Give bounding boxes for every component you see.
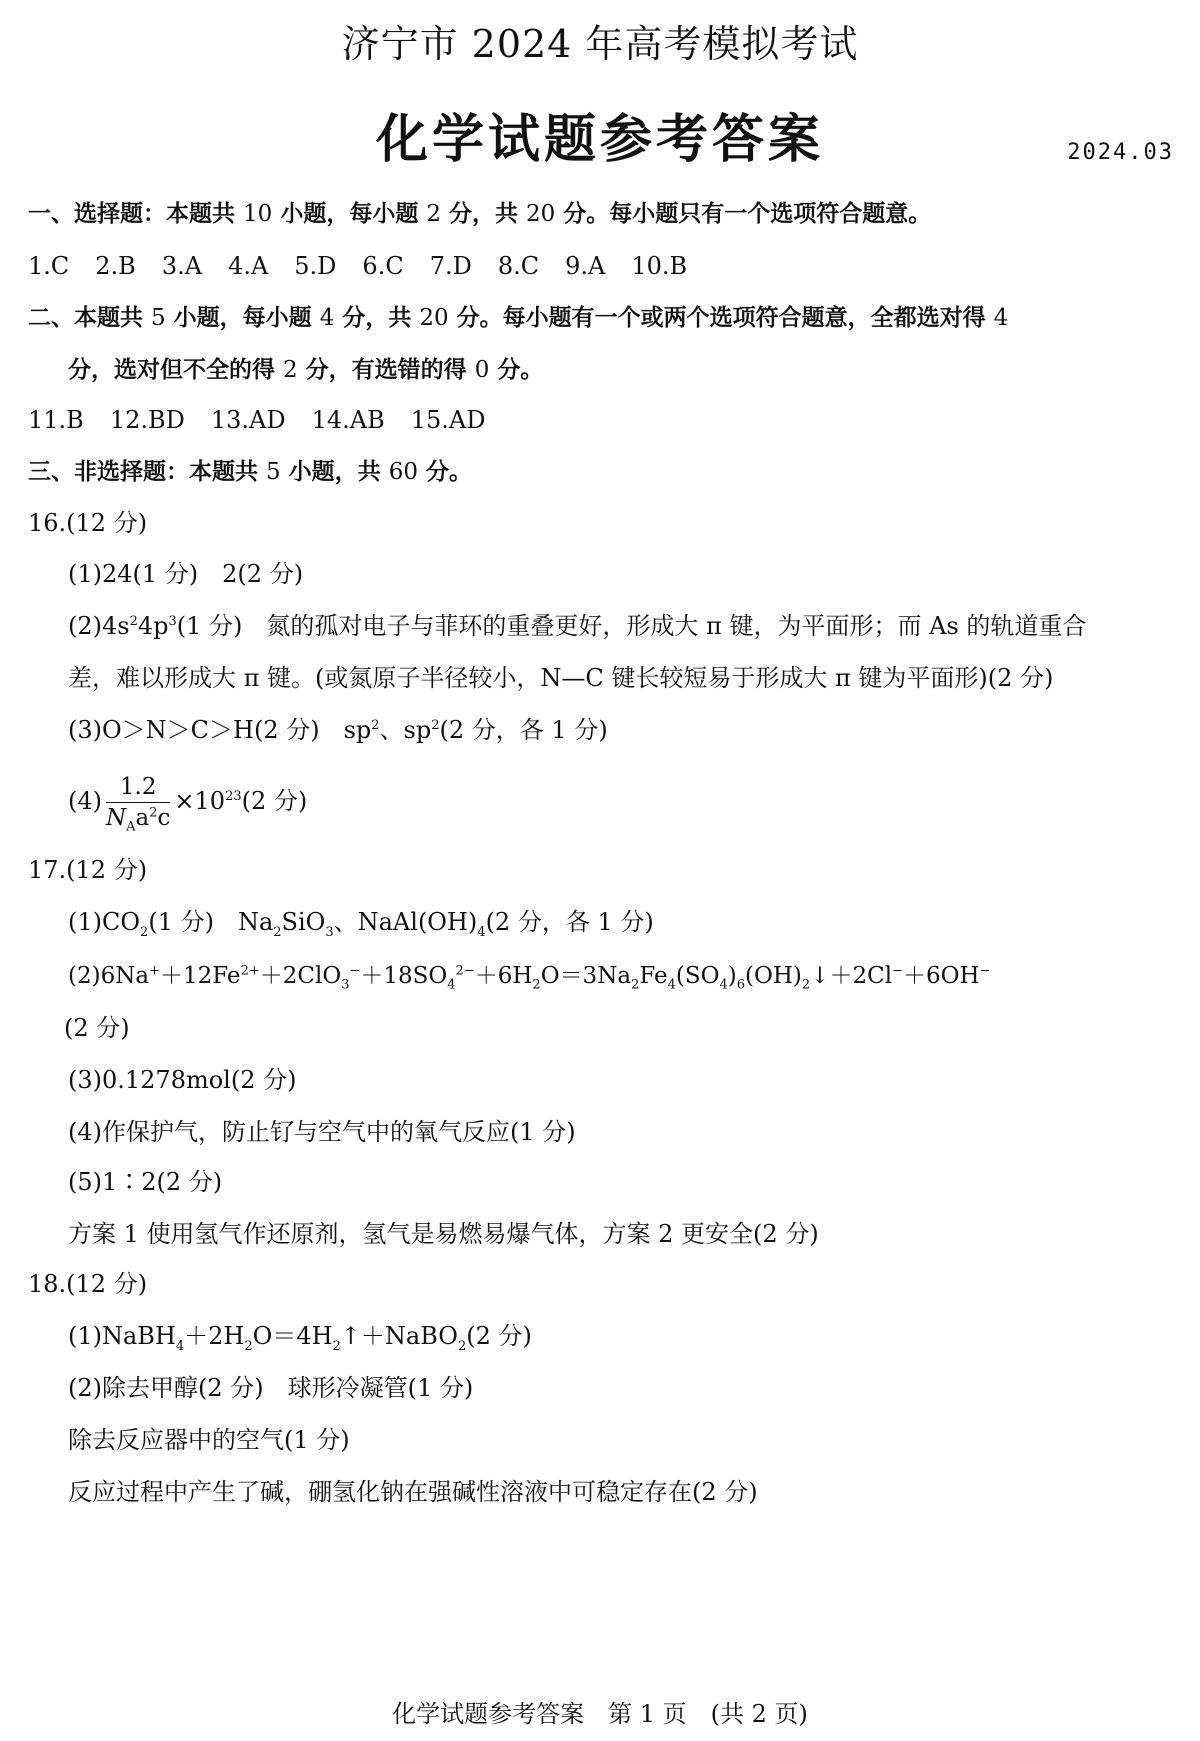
section-3-heading: 三、非选择题：本题共 5 小题，共 60 分。 (28, 459, 472, 485)
answer-item: 10.B (631, 252, 688, 280)
answer-item: 2.B (95, 252, 136, 280)
q16-part-4: (4) $\frac{1.2}{N_Aa^2c}$ $\times 10^{23}(2$ 分) (68, 774, 308, 835)
q17-part-5-note: 方案 1 使用氢气作还原剂，氢气是易燃易爆气体，方案 2 更安全(2 分) (68, 1220, 819, 1248)
q18-part-2-note-1: 除去反应器中的空气(1 分) (68, 1426, 350, 1454)
answer-item: 11.B (28, 406, 84, 434)
q17-part-2: $(2)6Na^++12Fe^{2+}+2ClO_3^-+18SO_4^{2-}+6H_2O=3Na_2Fe_4(SO_4)_6(OH)_2↓+2Cl^-+6OH^-$ (68, 963, 991, 993)
q16-header: 16.(12 分) (28, 509, 148, 537)
answer-item: 9.A (565, 252, 606, 280)
answer-item: 12.BD (109, 406, 185, 434)
q16-part-2-cont: 差，难以形成大 π 键。(或氮原子半径较小，N—C 键长较短易于形成大 π 键为平面形)(2 分) (68, 664, 1054, 692)
document-date: 2024.03 (1067, 140, 1174, 165)
answer-item: 13.AD (210, 406, 286, 434)
q16-part-1: (1)24(1 分) 2(2 分) (68, 560, 304, 588)
answer-item: 14.AB (311, 406, 385, 434)
q18-part-2: (2)除去甲醇(2 分) 球形冷凝管(1 分) (68, 1374, 474, 1402)
q17-part-3: (3)0.1278mol(2 分) (68, 1066, 297, 1094)
q17-part-2-cont: (2 分) (64, 1014, 130, 1042)
answer-item: 15.AD (410, 406, 486, 434)
answer-item: 5.D (294, 252, 337, 280)
section-2-answers (28, 404, 1174, 436)
q16-part-2: $(2)4s^24p^3(1$ 分) 氮的孤对电子与菲环的重叠更好，形成大 π 键，为平面形；而 As 的轨道重合 (68, 612, 1087, 640)
document-title: 化学试题参考答案 (375, 110, 824, 170)
section-2-heading: 二、本题共 5 小题，每小题 4 分，共 20 分。每小题有一个或两个选项符合题意，全都选对得 4 (28, 305, 1009, 331)
answer-item: 6.C (362, 252, 404, 280)
q16-part-3: (3)O＞N＞C＞H(2 分) $sp^2$、$sp^2(2$ 分，各 1 分) (68, 716, 608, 744)
section-2-heading-cont: 分，选对但不全的得 2 分，有选错的得 0 分。 (68, 357, 544, 383)
answer-item: 8.C (497, 252, 540, 280)
answer-item: 4.A (228, 252, 269, 280)
section-1-heading: 一、选择题：本题共 10 小题，每小题 2 分，共 20 分。每小题只有一个选项符合题意。 (28, 201, 932, 227)
answer-item: 3.A (161, 252, 203, 280)
q17-header: 17.(12 分) (28, 856, 148, 884)
answer-item: 1.C (28, 252, 70, 280)
exam-title: 济宁市 2024 年高考模拟考试 (341, 22, 859, 66)
answer-item: 7.D (429, 252, 472, 280)
q18-part-1: $(1)NaBH_4+2H_2O=4H_2↑+NaBO_2(2$ 分) (68, 1322, 532, 1354)
q17-part-1: $(1)CO_2(1$ 分) $Na_2SiO_3$、$NaAl(OH)_4(2$ 分，各 1 分) (68, 908, 654, 940)
q17-part-4: (4)作保护气，防止钌与空气中的氧气反应(1 分) (68, 1118, 576, 1146)
q18-part-2-note-2: 反应过程中产生了碱，硼氢化钠在强碱性溶液中可稳定存在(2 分) (68, 1478, 758, 1506)
fraction: $\frac{1.2}{N_Aa^2c}$ (106, 774, 171, 835)
q17-part-5: (5)1∶2(2 分) (68, 1168, 223, 1196)
section-1-answers (28, 250, 1174, 282)
q18-header: 18.(12 分) (28, 1270, 148, 1298)
page-footer: 化学试题参考答案 第 1 页 (共 2 页) (392, 1700, 808, 1728)
